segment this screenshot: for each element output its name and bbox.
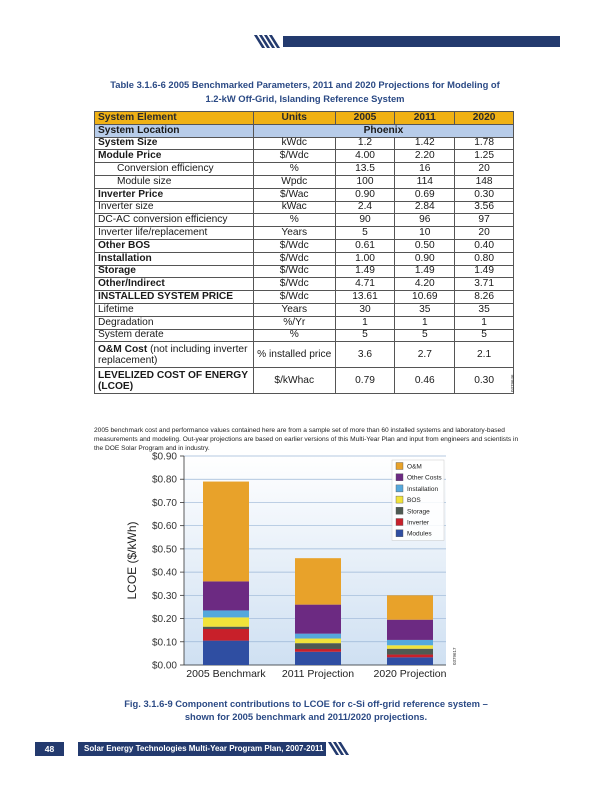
bar-segment [387,595,433,619]
row-value-2020: 97 [455,214,514,227]
table-row [95,291,514,304]
y-axis-label: LCOE ($/kWh) [125,521,139,600]
row-label: Inverter life/replacement [95,227,254,240]
legend-swatch [396,496,403,503]
bar-segment [203,581,249,610]
x-tick-label: 2005 Benchmark [186,668,266,680]
table-figure-id: 0379646 [510,374,515,392]
bar-segment [295,652,341,665]
row-unit: kWac [253,201,335,214]
row-value-2005: 30 [335,303,395,316]
table-row [95,265,514,278]
row-value-2020: 3.71 [455,278,514,291]
header-2011: 2011 [395,112,455,125]
row-value-2005: 5 [335,227,395,240]
y-tick-label: $0.20 [151,614,177,626]
row-value-2020: 20 [455,227,514,240]
row-label: Other/Indirect [95,278,254,291]
table-row [95,163,514,176]
table-row [95,214,514,227]
row-unit: Wpdc [253,175,335,188]
header-slashes [258,35,276,48]
header-bar [283,36,560,47]
bar-segment [387,640,433,645]
table-row [95,227,514,240]
row-label: Module size [95,175,254,188]
y-tick-label: $0.90 [151,451,177,463]
bar-segment [203,641,249,665]
row-value-2005: 1.2 [335,137,395,150]
bar-segment [387,657,433,665]
row-value-2005: 1.49 [335,265,395,278]
row-value-2020: 0.30 [455,188,514,201]
row-value-2020: 5 [455,329,514,342]
y-tick-label: $0.30 [151,590,177,602]
y-tick-label: $0.40 [151,567,177,579]
legend-label: Storage [407,508,430,516]
legend-swatch [396,530,403,537]
row-unit: % [253,163,335,176]
legend-swatch [396,463,403,470]
row-value-2011: 10 [395,227,455,240]
table-title-line2: 1.2-kW Off-Grid, Islanding Reference System [205,93,405,104]
table-row [95,303,514,316]
row-value-2020: 1 [455,316,514,329]
row-value-2011: 1 [395,316,455,329]
row-unit: $/Wdc [253,291,335,304]
row-value-2011: 2.20 [395,150,455,163]
row-unit: Years [253,227,335,240]
bar-segment [203,482,249,582]
header-units: Units [253,112,335,125]
row-value-2011: 16 [395,163,455,176]
table-title-line1: Table 3.1.6-6 2005 Benchmarked Parameters, 2011 and 2020 Projections for Modeling of [110,79,500,90]
row-value-2005: 0.90 [335,188,395,201]
row-value-2020: 148 [455,175,514,188]
row-value-2011: 5 [395,329,455,342]
chart-figure-id: 0379617 [452,647,457,665]
lcoe-value-2011: 0.46 [395,368,455,394]
row-value-2020: 1.78 [455,137,514,150]
bar-segment [387,649,433,655]
row-unit: $/Wdc [253,265,335,278]
lcoe-label: LEVELIZED COST OF ENERGY (LCOE) [95,368,254,394]
row-value-2011: 35 [395,303,455,316]
row-value-2020: 35 [455,303,514,316]
row-unit: Years [253,303,335,316]
y-tick-label: $0.50 [151,544,177,556]
table-row [95,201,514,214]
row-value-2011: 1.49 [395,265,455,278]
row-value-2005: 4.71 [335,278,395,291]
bar-segment [295,643,341,649]
row-label: Conversion efficiency [95,163,254,176]
y-tick-label: $0.10 [151,637,177,649]
table-row [95,239,514,252]
row-value-2011: 0.69 [395,188,455,201]
om-cost-value-2020: 2.1 [455,342,514,368]
row-value-2020: 0.40 [455,239,514,252]
y-tick-label: $0.80 [151,474,177,486]
row-value-2020: 1.49 [455,265,514,278]
legend-swatch [396,485,403,492]
header-2005: 2005 [335,112,395,125]
table-row [95,137,514,150]
legend-label: BOS [407,497,421,505]
row-value-2011: 1.42 [395,137,455,150]
row-value-2011: 2.84 [395,201,455,214]
row-value-2011: 96 [395,214,455,227]
row-label: System Size [95,137,254,150]
bar-segment [295,634,341,639]
bar-segment [387,620,433,640]
row-value-2011: 114 [395,175,455,188]
om-cost-value-2005: 3.6 [335,342,395,368]
row-unit: $/Wac [253,188,335,201]
row-label: INSTALLED SYSTEM PRICE [95,291,254,304]
row-label: Inverter size [95,201,254,214]
row-value-2005: 0.61 [335,239,395,252]
row-value-2005: 1.00 [335,252,395,265]
row-value-2011: 10.69 [395,291,455,304]
row-unit: kWdc [253,137,335,150]
header-2020: 2020 [455,112,514,125]
table-row [95,278,514,291]
row-unit: %/Yr [253,316,335,329]
bar-segment [387,645,433,648]
om-cost-label-bold: O&M Cost [98,343,148,355]
row-label: Other BOS [95,239,254,252]
row-value-2005: 13.5 [335,163,395,176]
legend-swatch [396,474,403,481]
lcoe-chart [124,446,504,700]
location-row [95,124,514,137]
row-value-2011: 4.20 [395,278,455,291]
header-system-element: System Element [95,112,254,125]
row-value-2011: 0.90 [395,252,455,265]
legend-swatch [396,519,403,526]
table-row [95,316,514,329]
row-value-2011: 0.50 [395,239,455,252]
bar-segment [203,610,249,617]
legend-label: Modules [407,530,432,538]
row-unit: $/Wdc [253,278,335,291]
lcoe-value-2005: 0.79 [335,368,395,394]
footer-title: Solar Energy Technologies Multi-Year Program Plan, 2007-2011 [78,742,326,756]
row-unit: $/Wdc [253,252,335,265]
caption-line2: shown for 2005 benchmark and 2011/2020 projections. [184,711,428,722]
bar-segment [203,617,249,626]
om-cost-label [95,342,254,368]
y-tick-label: $0.60 [151,521,177,533]
bar-segment [203,629,249,641]
row-unit: $/Wdc [253,239,335,252]
row-value-2020: 1.25 [455,150,514,163]
row-value-2005: 13.61 [335,291,395,304]
legend-label: O&M [407,463,422,471]
lcoe-unit: $/kWhac [253,368,335,394]
bar-segment [295,605,341,634]
row-unit: % [253,329,335,342]
row-value-2005: 5 [335,329,395,342]
footer-slashes [332,742,345,755]
row-value-2005: 100 [335,175,395,188]
row-label: Inverter Price [95,188,254,201]
row-label: Degradation [95,316,254,329]
location-label: System Location [95,124,254,137]
row-label: Module Price [95,150,254,163]
legend-label: Inverter [407,519,430,527]
lcoe-row [95,368,514,394]
row-label: Lifetime [95,303,254,316]
row-value-2005: 4.00 [335,150,395,163]
table-row [95,175,514,188]
table-title [100,78,510,106]
row-unit: $/Wdc [253,150,335,163]
legend-swatch [396,507,403,514]
row-value-2020: 0.80 [455,252,514,265]
row-value-2020: 8.26 [455,291,514,304]
x-tick-label: 2011 Projection [281,668,355,680]
lcoe-value-2020: 0.30 [455,368,514,394]
row-value-2005: 2.4 [335,201,395,214]
row-unit: % [253,214,335,227]
om-cost-unit: % installed price [253,342,335,368]
om-cost-value-2011: 2.7 [395,342,455,368]
bar-segment [295,649,341,652]
caption-line1: Fig. 3.1.6-9 Component contributions to LCOE for c-Si off-grid reference system – [124,698,488,709]
row-label: DC-AC conversion efficiency [95,214,254,227]
row-value-2020: 3.56 [455,201,514,214]
table-note: 2005 benchmark cost and performance values contained here are from a sample set of more than 60 installed systems and laboratory-based measurements and modeling. Out-year projections are based on earlier versions of this Multi-Year Plan and input from engineers and scientists in the DOE Solar Program and in industry. [94,427,519,452]
legend-label: Other Costs [407,474,442,482]
row-value-2020: 20 [455,163,514,176]
legend-label: Installation [407,485,439,493]
row-label: Storage [95,265,254,278]
row-label: System derate [95,329,254,342]
om-cost-row [95,342,514,368]
bar-segment [295,558,341,604]
bar-segment [203,627,249,629]
location-value: Phoenix [253,124,513,137]
table-header-row [95,112,514,125]
y-tick-label: $0.70 [151,497,177,509]
bar-segment [387,655,433,658]
y-tick-label: $0.00 [151,660,177,672]
row-value-2005: 90 [335,214,395,227]
row-value-2005: 1 [335,316,395,329]
om-cost-label-rest: (not including inverter replacement) [98,343,248,366]
page-number: 48 [35,742,64,756]
table-row [95,150,514,163]
table-row [95,252,514,265]
figure-caption [110,697,502,723]
bar-segment [295,639,341,644]
row-label: Installation [95,252,254,265]
x-tick-label: 2020 Projection [373,668,447,680]
table-row [95,188,514,201]
parameters-table [94,111,514,394]
table-row [95,329,514,342]
